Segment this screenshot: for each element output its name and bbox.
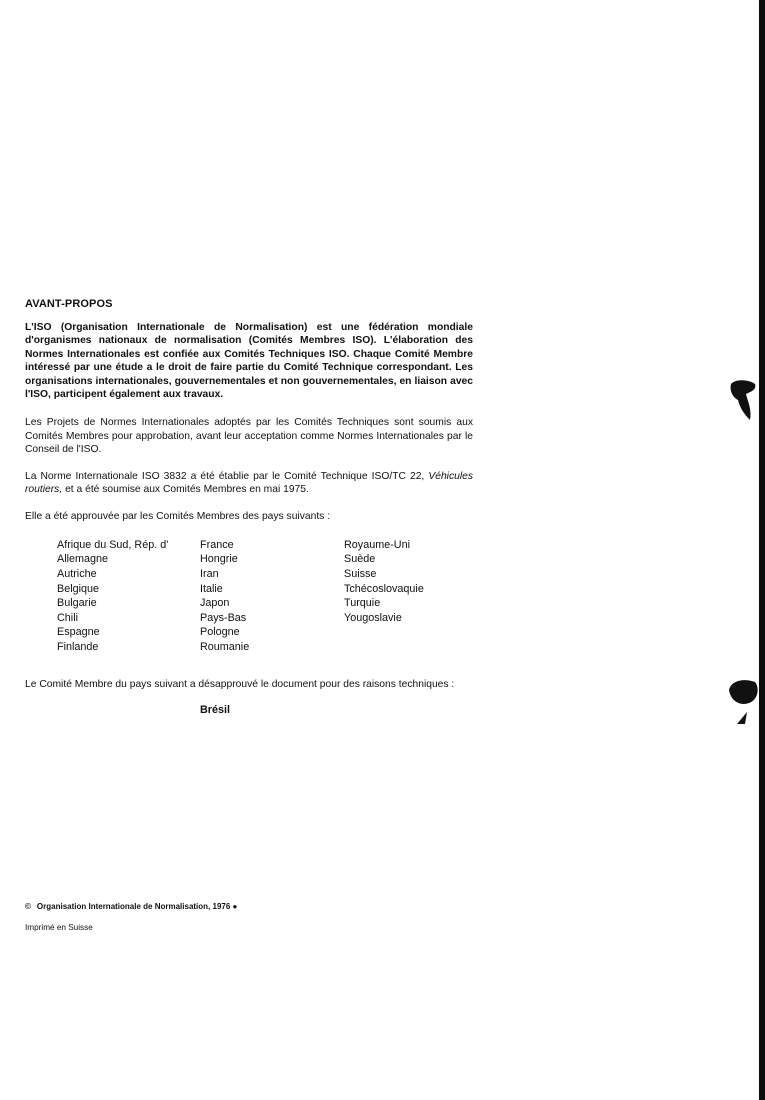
paragraph-3-start: La Norme Internationale ISO 3832 a été établie par le Comité Technique ISO/TC 22, bbox=[25, 470, 429, 482]
disapproving-country: Brésil bbox=[200, 704, 231, 717]
scan-edge bbox=[759, 0, 765, 1100]
ink-blot-icon bbox=[728, 378, 758, 422]
foreword-paragraph-2: Les Projets de Normes Internationales adoptés par les Comités Techniques sont soumis aux Comités Membres pour approbation, avant leur acceptation comme Normes Internationales par le Conseil de l'ISO. bbox=[25, 417, 473, 456]
country-item: Turquie bbox=[344, 597, 381, 610]
country-item: Yougoslavie bbox=[344, 611, 402, 624]
country-item: Pays-Bas bbox=[200, 611, 247, 624]
country-item: Allemagne bbox=[57, 553, 109, 566]
foreword-title: AVANT-PROPOS bbox=[25, 298, 113, 310]
committee-title: Véhicules routiers, bbox=[25, 470, 473, 496]
foreword-paragraph-1: L'ISO (Organisation Internationale de Normalisation) est une fédération mondiale d'organismes nationaux de normalisation (Comités Membres ISO). L'élaboration des Normes Internationales est confiée aux Comités Techniques ISO. Chaque Comité Membre intéressé par une étude a le droit de faire partie du Comité Technique correspondant. Les organisations internationales, gouvernementales et non gouvernementales, en liaison avec l'ISO, participent également aux travaux. bbox=[25, 322, 473, 401]
ink-blot-icon bbox=[727, 676, 761, 730]
country-item: Chili bbox=[57, 611, 78, 624]
country-item: France bbox=[200, 538, 234, 551]
foreword-section bbox=[25, 298, 473, 716]
countries-column-2 bbox=[200, 538, 249, 655]
country-item: Afrique du Sud, Rép. d' bbox=[57, 538, 169, 551]
country-item: Bulgarie bbox=[57, 597, 97, 610]
country-item: Suède bbox=[344, 553, 376, 566]
page-footer bbox=[25, 902, 237, 932]
country-item: Belgique bbox=[57, 582, 100, 595]
country-item: Japon bbox=[200, 597, 230, 610]
country-item: Finlande bbox=[57, 641, 99, 654]
country-item: Suisse bbox=[344, 568, 377, 581]
copyright-text: Organisation Internationale de Normalisation, 1976 bbox=[36, 902, 231, 911]
country-item: Italie bbox=[200, 582, 223, 595]
disapproved-intro: Le Comité Membre du pays suivant a désapprouvé le document pour des raisons techniques : bbox=[25, 678, 455, 690]
countries-column-1 bbox=[57, 538, 168, 655]
countries-column-3 bbox=[344, 538, 424, 626]
foreword-paragraph-3 bbox=[25, 470, 473, 497]
country-item: Roumanie bbox=[200, 641, 250, 654]
country-item: Royaume-Uni bbox=[344, 538, 411, 551]
copyright-icon: © bbox=[25, 902, 31, 911]
approved-intro: Elle a été approuvée par les Comités Membres des pays suivants : bbox=[25, 511, 331, 523]
paragraph-3-end: et a été soumise aux Comités Membres en mai 1975. bbox=[62, 484, 309, 496]
country-item: Pologne bbox=[200, 626, 240, 639]
country-item: Tchécoslovaquie bbox=[344, 582, 424, 595]
approving-countries-list bbox=[25, 538, 473, 668]
country-item: Hongrie bbox=[200, 553, 238, 566]
copyright-line bbox=[25, 902, 237, 911]
bullet-icon: ● bbox=[232, 902, 238, 911]
printed-in: Imprimé en Suisse bbox=[25, 923, 93, 932]
country-item: Autriche bbox=[57, 568, 97, 581]
country-item: Iran bbox=[200, 568, 219, 581]
country-item: Espagne bbox=[57, 626, 100, 639]
